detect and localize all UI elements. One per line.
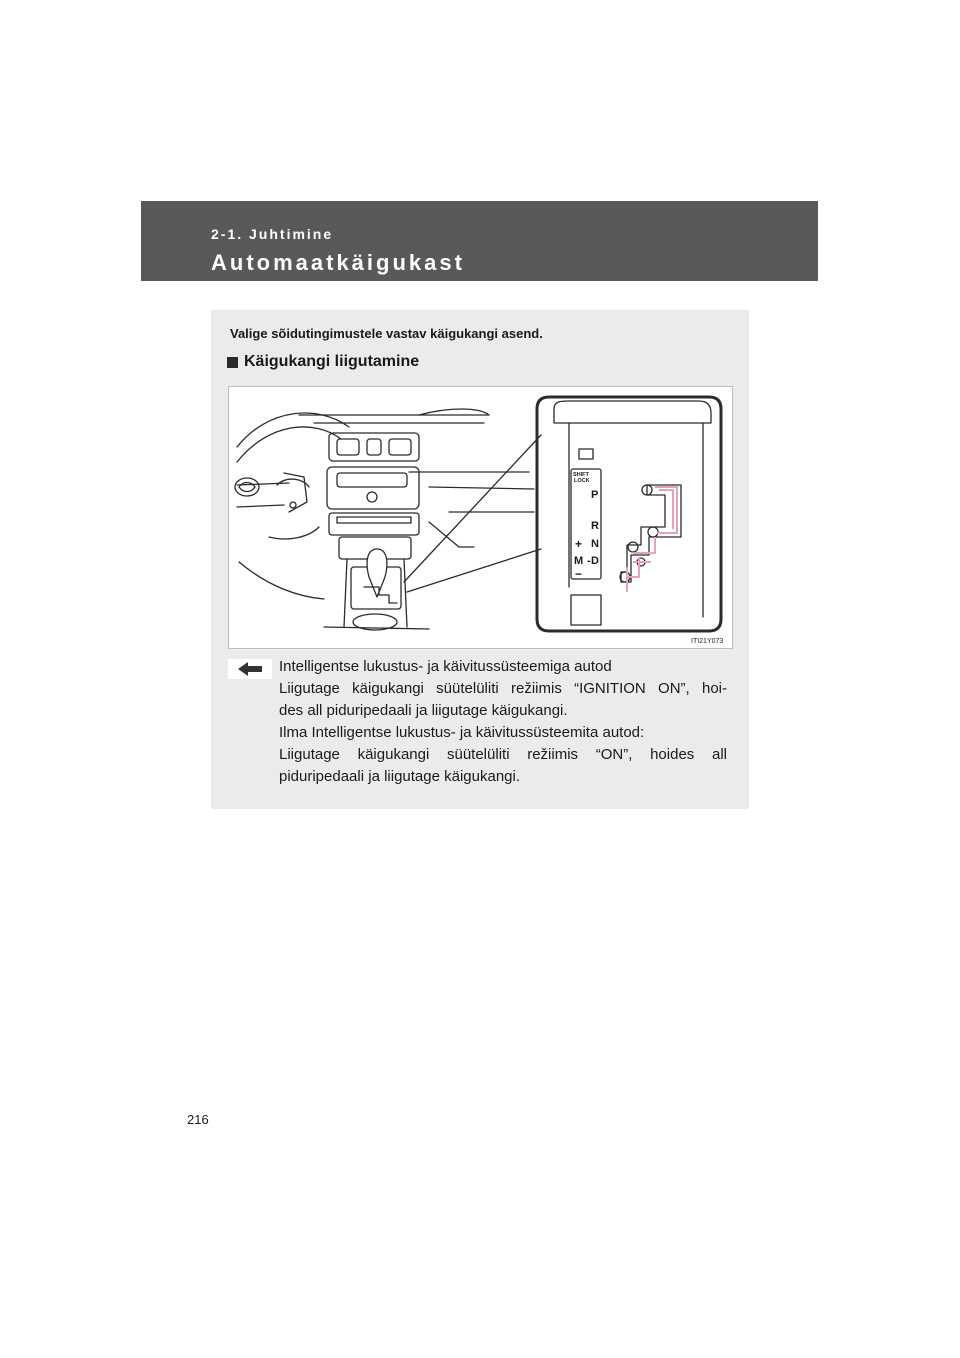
gear-label-dash: - bbox=[587, 555, 591, 567]
with-system-heading: Intelligentse lukustus- ja käivitussüsteemiga autod bbox=[279, 658, 612, 675]
chapter-header bbox=[141, 201, 818, 281]
gear-label-m: M bbox=[574, 555, 584, 567]
gear-label-n: N bbox=[591, 538, 599, 550]
page-number: 216 bbox=[187, 1112, 209, 1127]
gear-label-r: R bbox=[591, 520, 599, 532]
page-title: Automaatkäigukast bbox=[211, 250, 465, 275]
without-system-line-1: Liigutage käigukangi süütelüliti režiimis “ON”, hoides all bbox=[279, 746, 727, 763]
with-system-line-2: des all piduripedaali ja liigutage käigukangi. bbox=[279, 702, 568, 719]
section-label: 2-1. Juhtimine bbox=[211, 226, 334, 242]
intro-text: Valige sõidutingimustele vastav käigukangi asend. bbox=[230, 326, 543, 341]
figure-code: ITI21Y073 bbox=[691, 638, 724, 645]
center-console bbox=[324, 433, 429, 630]
subheading bbox=[227, 353, 419, 371]
gear-panel-magnified bbox=[537, 397, 721, 631]
content-box bbox=[211, 310, 749, 809]
without-system-line-2: piduripedaali ja liigutage käigukangi. bbox=[279, 768, 521, 785]
square-bullet-icon bbox=[227, 357, 238, 368]
shift-lock-label-1: SHIFT bbox=[573, 472, 589, 478]
gear-label-plus: + bbox=[575, 537, 583, 551]
without-system-heading: Ilma Intelligentse lukustus- ja käivitussüsteemita autod: bbox=[279, 724, 645, 741]
arrow-left-icon bbox=[228, 659, 272, 679]
with-system-line-1: Liigutage käigukangi süütelüliti režiimis “IGNITION ON”, hoi- bbox=[279, 680, 727, 697]
gear-shift-illustration bbox=[228, 386, 733, 649]
subheading-text: Käigukangi liigutamine bbox=[244, 353, 420, 370]
instruction-text bbox=[279, 656, 727, 788]
shift-lock-label-2: LOCK bbox=[574, 478, 590, 484]
gear-label-d: D bbox=[591, 555, 599, 567]
gear-label-p: P bbox=[591, 489, 599, 501]
steering-wheel-icon bbox=[235, 413, 349, 599]
gear-label-minus: − bbox=[575, 567, 583, 581]
